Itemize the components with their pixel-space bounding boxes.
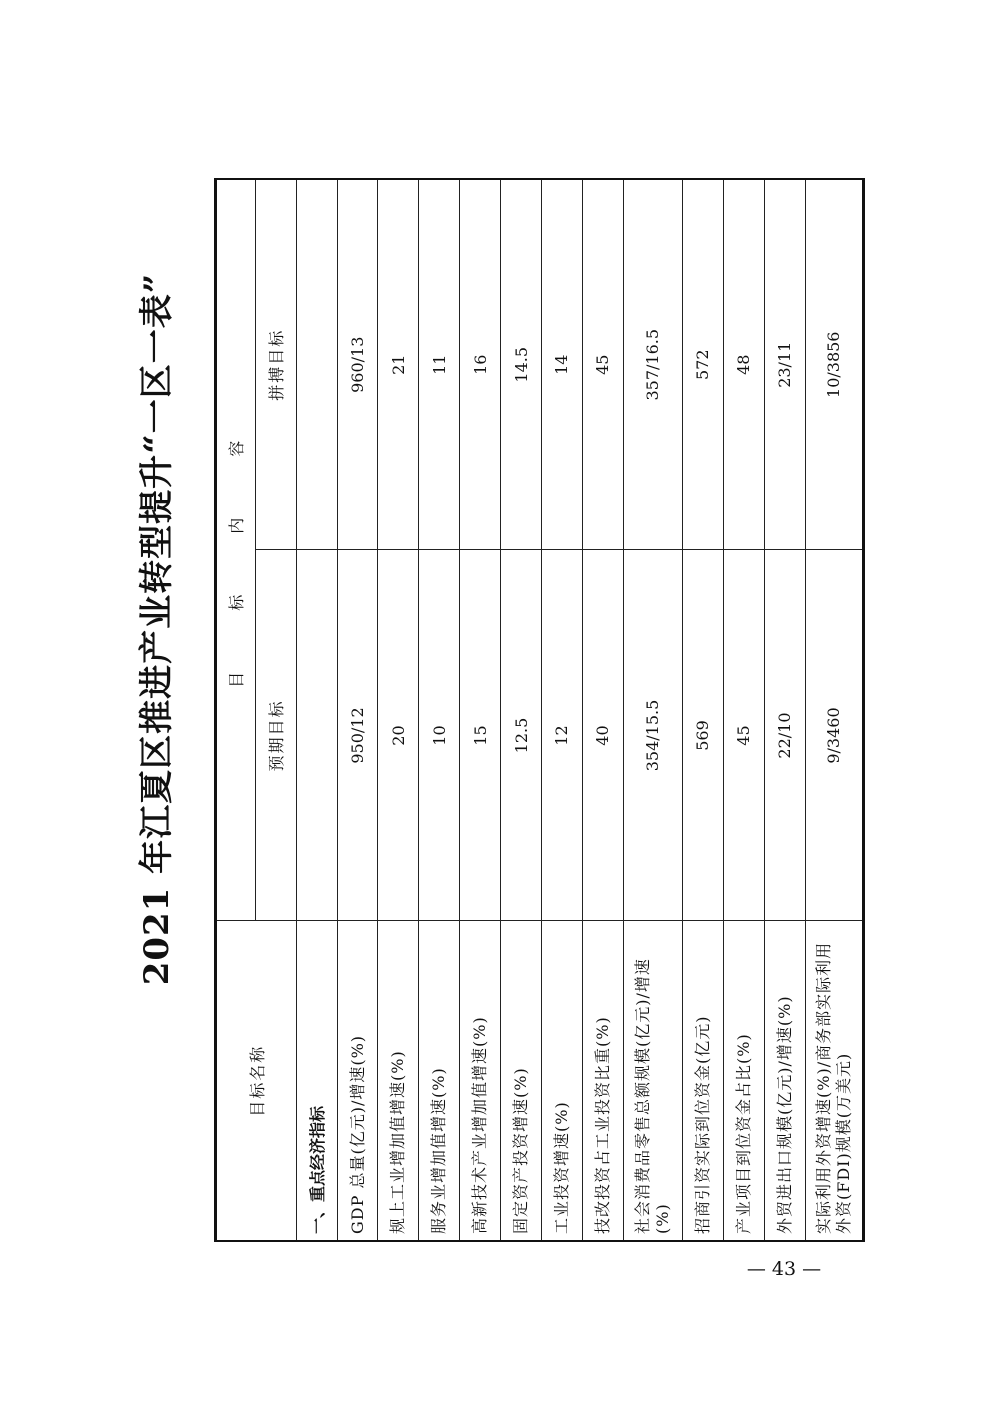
row-stretch-value: 21 (378, 179, 419, 550)
row-expected-value: 354/15.5 (623, 550, 682, 921)
header-expected-target: 预期目标 (255, 550, 296, 921)
table-row (378, 179, 419, 1241)
table-row (419, 179, 460, 1241)
table-row (582, 179, 623, 1241)
row-stretch-value: 572 (683, 179, 724, 550)
row-name: 招商引资实际到位资金(亿元) (683, 921, 724, 1241)
section-blank-cell (296, 179, 337, 550)
row-name: 技改投资占工业投资比重(%) (582, 921, 623, 1241)
row-expected-value: 12.5 (501, 550, 542, 921)
row-expected-value: 9/3460 (805, 550, 863, 921)
row-expected-value: 15 (460, 550, 501, 921)
row-stretch-value: 14.5 (501, 179, 542, 550)
row-stretch-value: 48 (723, 179, 764, 550)
row-stretch-value: 23/11 (764, 179, 805, 550)
document-title: 2021 年江夏区推进产业转型提升“一区一表” (137, 272, 177, 986)
table-row (623, 179, 682, 1241)
row-expected-value: 20 (378, 550, 419, 921)
table-row (501, 179, 542, 1241)
row-expected-value: 569 (683, 550, 724, 921)
row-expected-value: 950/12 (337, 550, 378, 921)
row-stretch-value: 10/3856 (805, 179, 863, 550)
table-row (337, 179, 378, 1241)
row-stretch-value: 14 (541, 179, 582, 550)
row-expected-value: 40 (582, 550, 623, 921)
row-name: 固定资产投资增速(%) (501, 921, 542, 1241)
table-row (723, 179, 764, 1241)
row-name: 规上工业增加值增速(%) (378, 921, 419, 1241)
row-name: 外贸进出口规模(亿元)/增速(%) (764, 921, 805, 1241)
row-expected-value: 22/10 (764, 550, 805, 921)
row-stretch-value: 16 (460, 179, 501, 550)
row-name: 实际利用外资增速(%)/商务部实际利用外资(FDI)规模(万美元) (805, 921, 863, 1241)
table-row (805, 179, 863, 1241)
row-name: 产业项目到位资金占比(%) (723, 921, 764, 1241)
row-name: 服务业增加值增速(%) (419, 921, 460, 1241)
table-row (541, 179, 582, 1241)
row-stretch-value: 357/16.5 (623, 179, 682, 550)
row-name: GDP 总量(亿元)/增速(%) (337, 921, 378, 1241)
header-stretch-target: 拼搏目标 (255, 179, 296, 550)
table-row (764, 179, 805, 1241)
section-title: 一、重点经济指标 (296, 921, 337, 1241)
target-table (214, 178, 865, 1242)
table-row (683, 179, 724, 1241)
row-name: 社会消费品零售总额规模(亿元)/增速(%) (623, 921, 682, 1241)
row-expected-value: 10 (419, 550, 460, 921)
row-stretch-value: 960/13 (337, 179, 378, 550)
row-name: 工业投资增速(%) (541, 921, 582, 1241)
header-target-content: 目 标 内 容 (216, 179, 256, 921)
row-stretch-value: 11 (419, 179, 460, 550)
header-target-name: 目标名称 (216, 921, 297, 1241)
row-stretch-value: 45 (582, 179, 623, 550)
table-row (460, 179, 501, 1241)
section-blank-cell (296, 550, 337, 921)
row-expected-value: 12 (541, 550, 582, 921)
row-name: 高新技术产业增加值增速(%) (460, 921, 501, 1241)
row-expected-value: 45 (723, 550, 764, 921)
rotated-page (133, 16, 853, 1242)
page-number: — 43 — (746, 1258, 822, 1280)
